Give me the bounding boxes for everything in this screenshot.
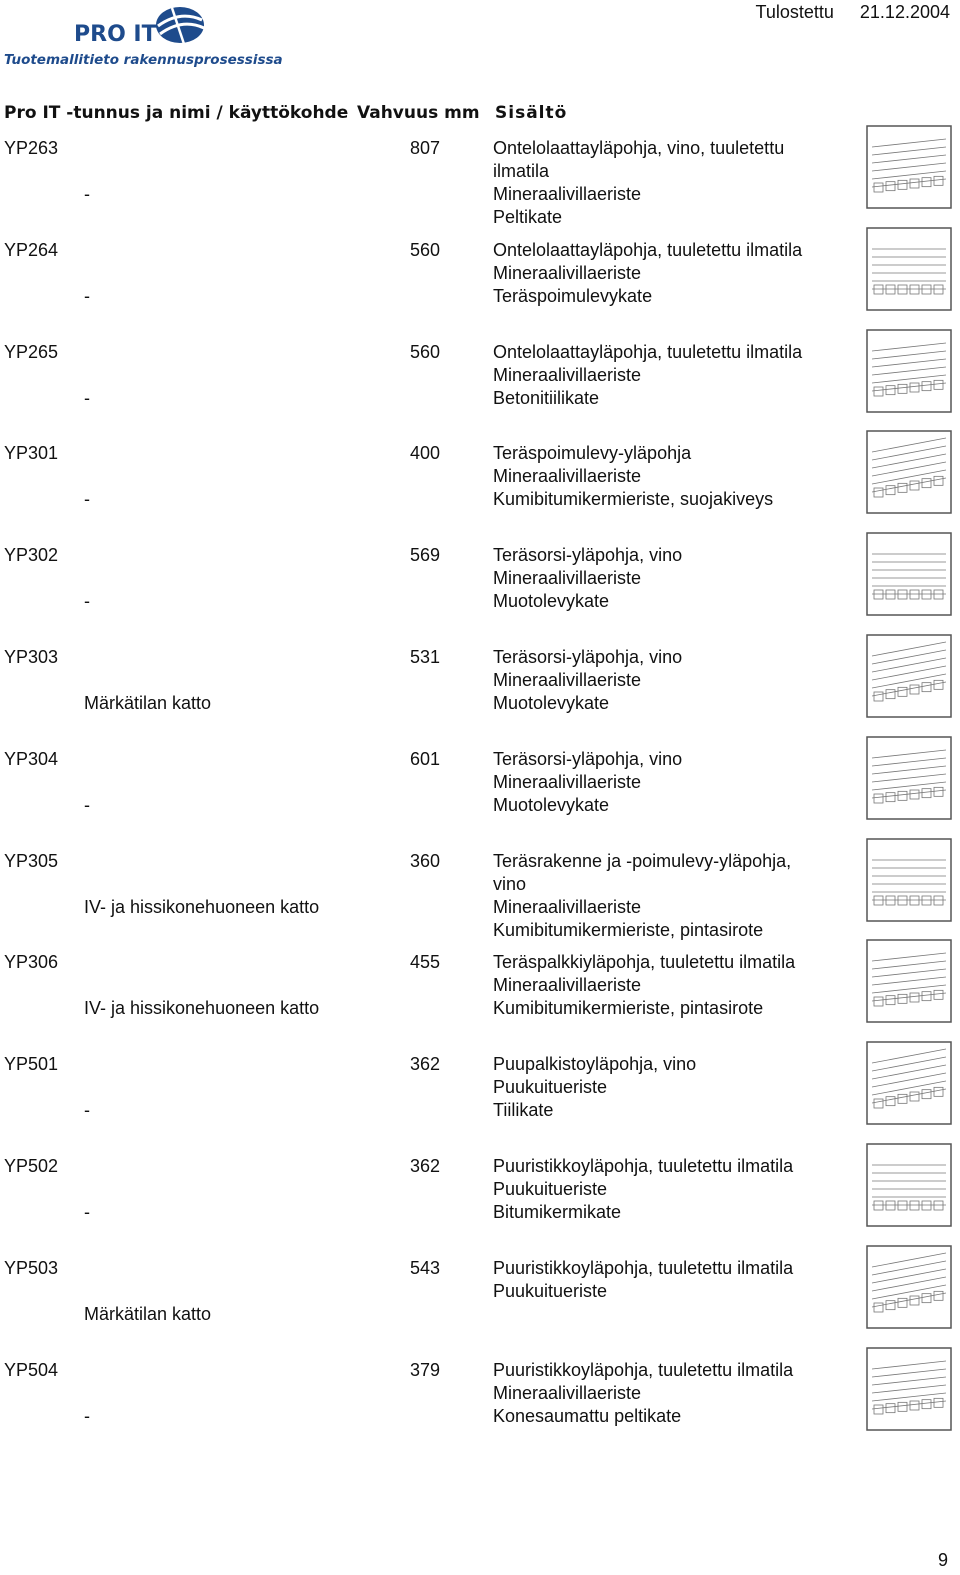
product-usage: - [84,285,90,306]
product-usage: - [84,591,90,612]
product-code: YP504 [4,1359,59,1380]
product-content-line: Muotolevykate [493,591,610,612]
product-content-line: Muotolevykate [493,693,610,713]
product-thickness: 531 [410,647,441,667]
product-content-line: Puuristikkoyläpohja, tuuletettu ilmatila [493,1359,794,1380]
product-content-line: Teräspoimulevy-yläpohja [493,443,692,464]
product-code: YP306 [4,952,59,973]
structure-section-thumbnail [866,1347,952,1431]
table-row [0,1359,960,1459]
product-usage: - [84,184,90,204]
structure-section-thumbnail [866,1143,952,1227]
structure-section-thumbnail [866,430,952,514]
product-code: YP501 [4,1054,59,1075]
printed-date: 21.12.2004 [859,2,950,22]
product-content-line: Teräsorsi-yläpohja, vino [493,748,683,769]
product-content-line: ilmatila [493,161,550,181]
logo-wordmark: PRO IT [74,22,157,47]
structure-section-thumbnail [866,227,952,311]
product-content-line: Puukuitueriste [493,1179,608,1199]
product-code: YP503 [4,1257,59,1278]
product-usage: Märkätilan katto [84,693,212,713]
table-row [0,951,960,1051]
column-header-content: Sisältö [495,103,568,123]
product-thickness: 362 [410,1156,441,1176]
product-content-line: Puupalkistoyläpohja, vino [493,1054,697,1075]
product-content-line: Kumibitumikermieriste, pintasirote [493,919,764,940]
product-usage: IV- ja hissikonehuoneen katto [84,896,320,917]
product-content-line: Tiilikate [493,1100,554,1121]
product-thickness: 379 [410,1359,441,1380]
product-content-line: Teräspoimulevykate [493,285,653,306]
product-content-line: Mineraalivillaeriste [493,771,642,792]
structure-section-thumbnail [866,329,952,413]
structure-section-thumbnail [866,736,952,820]
product-content-line: Bitumikermikate [493,1202,622,1222]
structure-section-thumbnail [866,838,952,922]
table-row [0,442,960,542]
product-code: YP304 [4,748,59,769]
product-usage: - [84,387,90,408]
product-content-line: Puuristikkoyläpohja, tuuletettu ilmatila [493,1156,794,1176]
product-content-line: Mineraalivillaeriste [493,568,642,589]
product-code: YP263 [4,138,59,158]
product-code: YP502 [4,1156,59,1176]
product-content-line: Puuristikkoyläpohja, tuuletettu ilmatila [493,1257,794,1278]
product-thickness: 560 [410,239,441,260]
product-content-line: Mineraalivillaeriste [493,975,642,996]
table-row [0,1155,960,1255]
product-content-line: Teräsorsi-yläpohja, vino [493,545,683,566]
product-usage: IV- ja hissikonehuoneen katto [84,998,320,1019]
column-header-code-name: Pro IT -tunnus ja nimi / käyttökohde [4,103,349,123]
table-row [0,748,960,848]
table-row [0,1257,960,1357]
product-content-line: Mineraalivillaeriste [493,184,642,204]
product-code: YP264 [4,239,59,260]
table-row [0,646,960,746]
product-thickness: 400 [410,443,441,464]
product-thickness: 543 [410,1257,441,1278]
product-thickness: 362 [410,1054,441,1075]
product-thickness: 560 [410,341,441,362]
product-content-line: Mineraalivillaeriste [493,1382,642,1403]
product-code: YP303 [4,647,59,667]
product-usage: Märkätilan katto [84,1303,212,1324]
structure-section-thumbnail [866,939,952,1023]
product-content-line: Mineraalivillaeriste [493,262,642,283]
pro-it-logo [4,2,283,72]
product-content-line: Ontelolaattayläpohja, tuuletettu ilmatila [493,239,803,260]
product-content-line: Muotolevykate [493,794,610,815]
column-header-thickness: Vahvuus mm [357,103,480,123]
product-code: YP302 [4,545,59,566]
product-usage: - [84,1405,90,1426]
product-content-line: Puukuitueriste [493,1280,608,1301]
table-row [0,544,960,644]
table-row [0,850,960,950]
product-content-line: Mineraalivillaeriste [493,466,642,487]
logo-globe-icon [154,4,206,46]
structure-section-thumbnail [866,1041,952,1125]
table-row [0,239,960,339]
product-content-line: Teräsrakenne ja -poimulevy-yläpohja, [493,850,792,871]
product-code: YP305 [4,850,59,871]
product-code: YP265 [4,341,59,362]
product-content-line: Kumibitumikermieriste, pintasirote [493,998,764,1019]
product-usage: - [84,1202,90,1222]
product-content-line: Mineraalivillaeriste [493,364,642,385]
product-content-line: vino [493,873,527,894]
structure-section-thumbnail [866,1245,952,1329]
product-content-line: Teräsorsi-yläpohja, vino [493,647,683,667]
product-usage: - [84,794,90,815]
printed-label: Tulostettu [755,2,834,22]
product-usage: - [84,1100,90,1121]
print-info [756,2,950,23]
page-number: 9 [937,1550,948,1570]
product-content-line: Konesaumattu peltikate [493,1405,682,1426]
product-thickness: 360 [410,850,441,871]
product-content-line: Kumibitumikermieriste, suojakiveys [493,489,774,510]
product-content-line: Ontelolaattayläpohja, tuuletettu ilmatila [493,341,803,362]
product-content-line: Ontelolaattayläpohja, vino, tuuletettu [493,138,785,158]
table-row [0,137,960,237]
product-content-line: Puukuitueriste [493,1077,608,1098]
table-row [0,341,960,441]
product-content-line: Mineraalivillaeriste [493,670,642,690]
table-row [0,1053,960,1153]
product-thickness: 569 [410,545,441,566]
product-usage: - [84,489,90,510]
structure-section-thumbnail [866,125,952,209]
structure-section-thumbnail [866,634,952,718]
product-thickness: 601 [410,748,441,769]
product-content-line: Mineraalivillaeriste [493,896,642,917]
product-code: YP301 [4,443,59,464]
product-content-line: Teräspalkkiyläpohja, tuuletettu ilmatila [493,952,796,973]
structure-section-thumbnail [866,532,952,616]
product-content-line: Betonitiilikate [493,387,600,408]
product-thickness: 455 [410,952,441,973]
product-thickness: 807 [410,138,441,158]
product-content-line: Peltikate [493,207,563,227]
logo-tagline: Tuotemallitieto rakennusprosessissa [4,52,283,68]
